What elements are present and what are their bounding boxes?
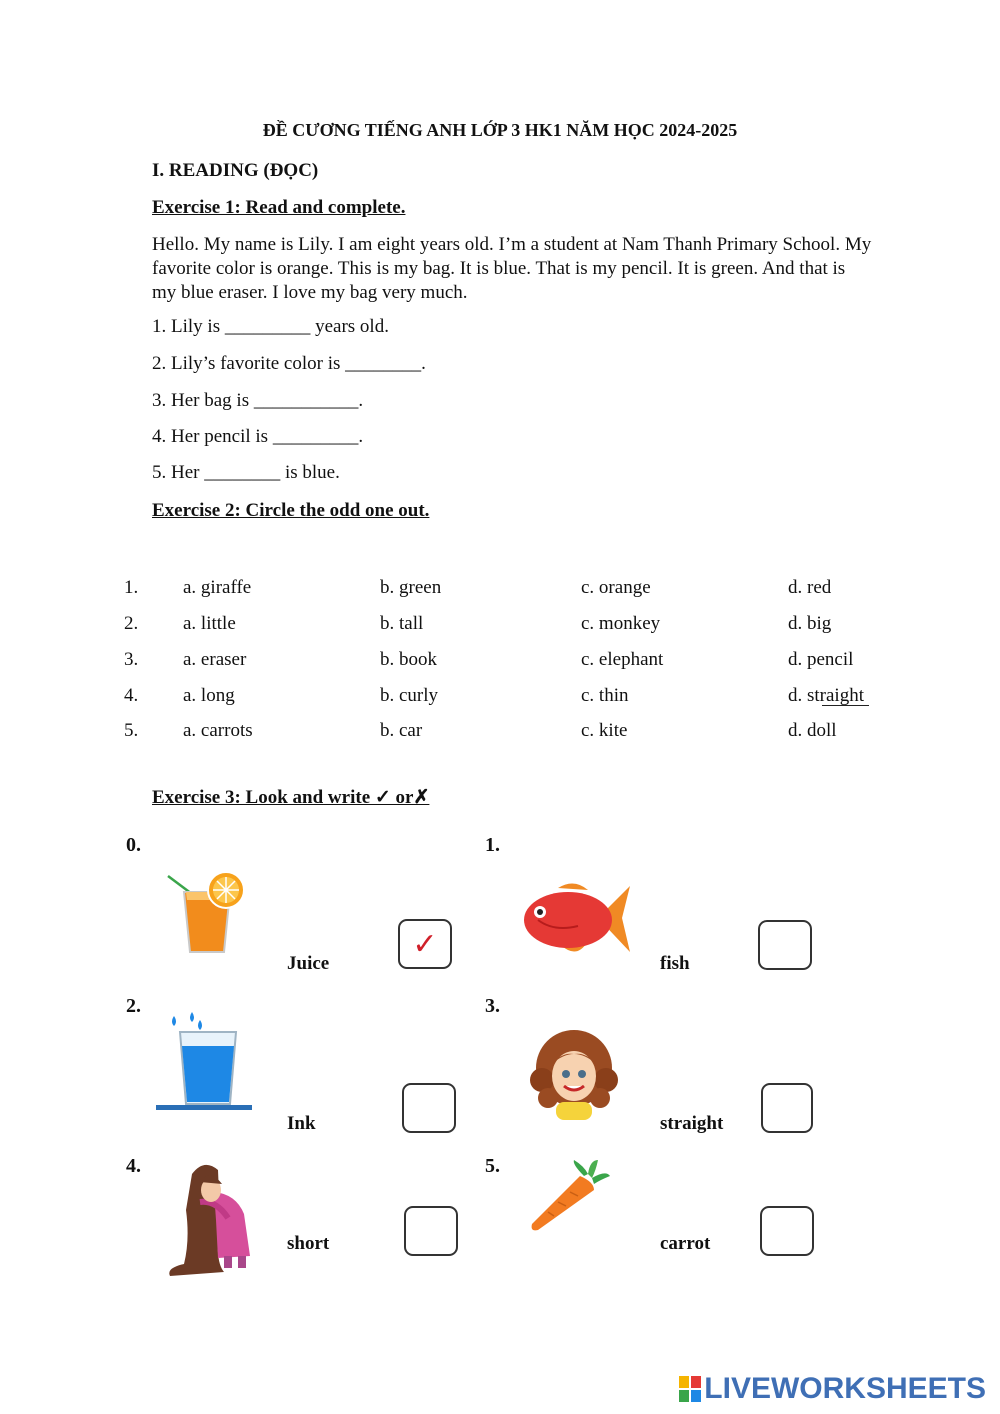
option-a[interactable]: a. carrots [183,720,253,741]
question-4: 4. Her pencil is _________. [152,426,364,447]
answer-box-3[interactable] [761,1083,813,1133]
item-number: 4. [126,1155,141,1177]
option-b[interactable]: b. car [380,720,423,741]
exercise3-title: Exercise 3: Look and write ✓ or✗ [152,787,430,808]
answer-box-5[interactable] [760,1206,814,1256]
page-title: ĐỀ CƯƠNG TIẾNG ANH LỚP 3 HK1 NĂM HỌC 2024-2025 [262,120,738,140]
item-number: 3. [485,995,500,1017]
underline-mark [822,705,869,706]
logo-text: LIVEWORKSHEETS [704,1372,986,1405]
option-c[interactable]: c. orange [581,577,651,598]
exercise1-title: Exercise 1: Read and complete. [152,197,406,218]
item-number: 0. [126,834,141,856]
odd-row-1 [0,577,1000,607]
row-number: 1. [124,577,139,598]
answer-box-2[interactable] [402,1083,456,1133]
long-hair-girl-image [164,1160,260,1278]
liveworksheets-logo[interactable] [679,1372,986,1406]
question-3: 3. Her bag is ___________. [152,390,364,411]
answer-box-1[interactable] [758,920,812,970]
water-glass-image [154,1010,254,1112]
item-label-juice: Juice [287,953,330,974]
option-d[interactable]: d. big [788,613,832,634]
odd-row-3 [0,649,1000,679]
item-label-ink: Ink [287,1113,316,1134]
item-number: 2. [126,995,141,1017]
item-label-straight: straight [660,1113,724,1134]
row-number: 5. [124,720,139,741]
option-c[interactable]: c. monkey [581,613,661,634]
option-c[interactable]: c. kite [581,720,628,741]
question-5: 5. Her ________ is blue. [152,462,340,483]
option-c[interactable]: c. elephant [581,649,664,670]
section-heading-reading: I. READING (ĐỌC) [152,160,319,181]
exercise2-title: Exercise 2: Circle the odd one out. [152,500,430,521]
option-b[interactable]: b. book [380,649,437,670]
option-a[interactable]: a. little [183,613,236,634]
option-d[interactable]: d. straight [788,685,864,706]
option-d[interactable]: d. doll [788,720,837,741]
fish-image [518,880,634,958]
item-number: 5. [485,1155,500,1177]
juice-image [160,868,252,958]
odd-row-2 [0,613,1000,643]
odd-row-4 [0,685,1000,715]
row-number: 4. [124,685,139,706]
logo-icon [679,1376,701,1402]
carrot-image [528,1158,612,1234]
row-number: 2. [124,613,139,634]
check-icon: ✓ [412,926,438,962]
item-label-carrot: carrot [660,1233,711,1254]
answer-box-0[interactable] [398,919,452,969]
option-b[interactable]: b. green [380,577,442,598]
question-2: 2. Lily’s favorite color is ________. [152,353,426,374]
option-c[interactable]: c. thin [581,685,629,706]
curly-hair-girl-image [526,1028,622,1120]
item-label-fish: fish [660,953,690,974]
question-1: 1. Lily is _________ years old. [152,316,389,337]
option-d[interactable]: d. red [788,577,832,598]
option-a[interactable]: a. eraser [183,649,247,670]
odd-row-5 [0,720,1000,750]
option-a[interactable]: a. long [183,685,235,706]
option-b[interactable]: b. curly [380,685,439,706]
answer-box-4[interactable] [404,1206,458,1256]
option-a[interactable]: a. giraffe [183,577,252,598]
reading-passage: Hello. My name is Lily. I am eight years old. I’m a student at Nam Thanh Primary School. My favorite color is orange. This is my bag. It is blue. That is my pencil. It is green. And that is my blue eraser. I love my bag very much. [152,234,872,303]
item-number: 1. [485,834,500,856]
option-b[interactable]: b. tall [380,613,424,634]
item-label-short: short [287,1233,330,1254]
row-number: 3. [124,649,139,670]
option-d[interactable]: d. pencil [788,649,854,670]
